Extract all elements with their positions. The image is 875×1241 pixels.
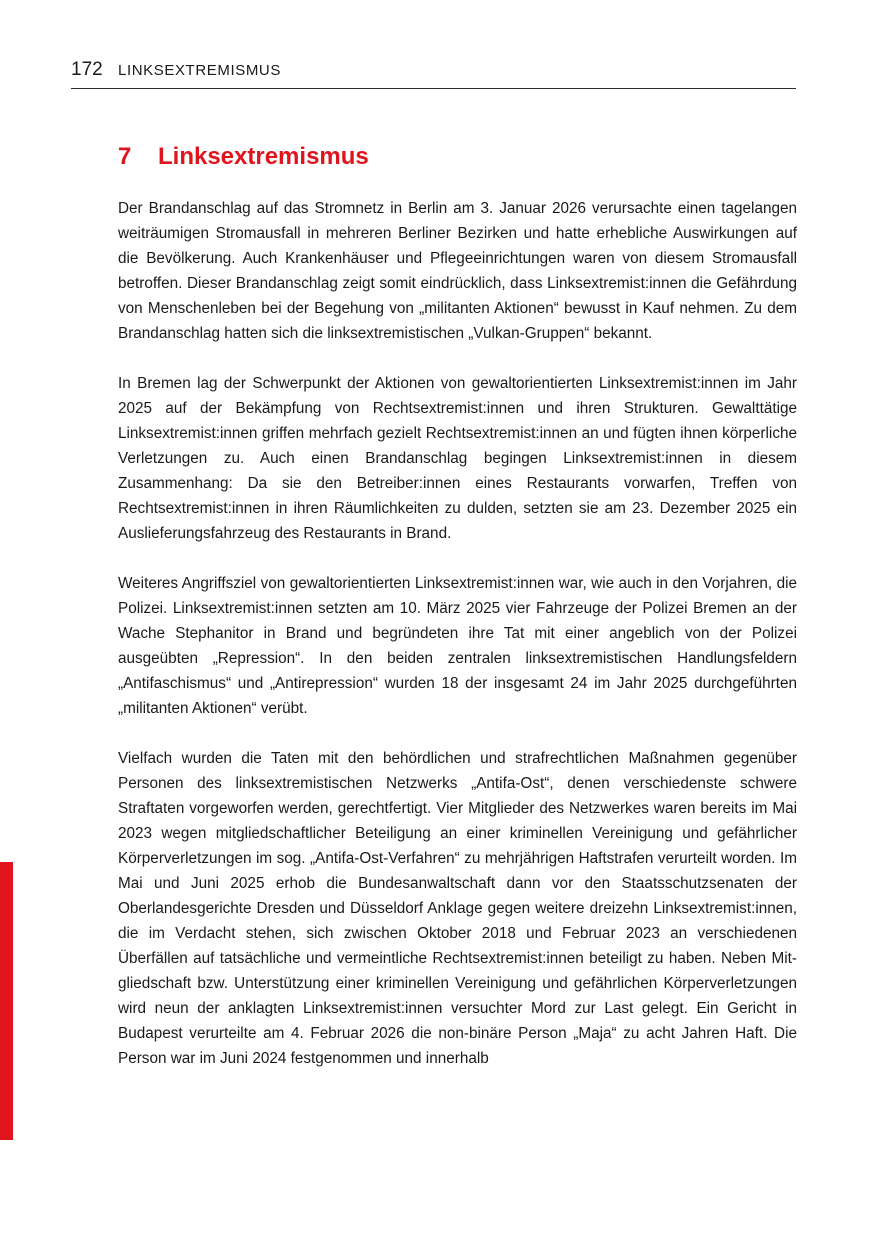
running-section-title: LINKSEXTREMISMUS xyxy=(118,62,281,79)
chapter-thumb-index-marker xyxy=(0,862,13,1140)
body-text xyxy=(118,196,797,1096)
running-header xyxy=(71,58,796,89)
page-number: 172 xyxy=(71,59,103,80)
paragraph: Vielfach wurden die Taten mit den behördlichen und strafrechtlichen Maßnahmen gegenüber Personen des linksextremistischen Netzwerks „Antifa-Ost“, denen verschiedenste schwere Straftaten vorgeworfen werden, gerechtfertigt. Vier Mitglieder des Netzwerkes waren bereits im Mai 2023 wegen mitgliedschaftlicher Beteiligung an einer kriminellen Vereinigung und gefährlicher Körperverletzungen im sog. „Antifa-Ost-Verfahren“ zu mehrjährigen Haftstrafen verurteilt worden. Im Mai und Juni 2025 erhob die Bundesanwaltschaft dann vor den Staatsschutzsenaten der Oberlandesgerichte Dresden und Düsseldorf Anklage gegen weitere dreizehn Linksextremist:innen, die im Verdacht stehen, sich zwischen Oktober 2018 und Februar 2023 an verschiedenen Überfällen auf tatsächliche und vermeintliche Rechtsextremist:innen beteiligt zu haben. Neben Mitgliedschaft bzw. Unterstützung einer kriminellen Vereinigung und gefährlichen Körperverletzungen wird neun der anklagten Linksextremist:innen versuchter Mord zur Last gelegt. Ein Gericht in Budapest verurteilte am 4. Februar 2026 die non-binäre Person „Maja“ zu acht Jahren Haft. Die Person war im Juni 2024 festgenommen und innerhalb xyxy=(118,750,797,1067)
paragraph: Der Brandanschlag auf das Stromnetz in Berlin am 3. Januar 2026 verursachte einen tagelangen weiträumigen Stromausfall in mehreren Berliner Bezirken und hatte erhebliche Auswirkungen auf die Bevölkerung. Auch Krankenhäuser und Pflegeeinrichtungen waren von diesem Stromausfall betroffen. Dieser Brandanschlag zeigt somit eindrücklich, dass Linksextremist:innen die Gefährdung von Menschenleben bei der Begehung von „militanten Aktionen“ bewusst in Kauf nehmen. Zu dem Brandanschlag hatten sich die linksextremistischen „Vulkan-Gruppen“ bekannt. xyxy=(118,200,797,342)
paragraph: In Bremen lag der Schwerpunkt der Aktionen von gewaltorientierten Linksextremist:innen im Jahr 2025 auf der Bekämpfung von Rechtsextremist:innen und ihren Strukturen. Gewalttätige Linksextremist:innen griffen mehrfach gezielt Rechtsextremist:innen an und fügten ihnen körperliche Verletzungen zu. Auch einen Brandanschlag begingen Linksextremist:innen in diesem Zusammenhang: Da sie den Betreiber:innen eines Restaurants vorwarfen, Treffen von Rechtsextremist:innen in ihren Räumlichkeiten zu dulden, setzten sie am 23. Dezember 2025 ein Auslieferungsfahrzeug des Restaurants in Brand. xyxy=(118,375,797,542)
paragraph: Weiteres Angriffsziel von gewaltorientierten Linksextremist:innen war, wie auch in den Vorjahren, die Polizei. Linksextremist:innen setzten am 10. März 2025 vier Fahrzeuge der Polizei Bremen an der Wache Stephanitor in Brand und begründeten ihre Tat mit einer angeblich von der Polizei ausgeübten „Repression“. In den beiden zentralen linksextremistischen Handlungsfeldern „Antifaschismus“ und „Antirepression“ wurden 18 der insgesamt 24 im Jahr 2025 durchgeführten „militanten Aktionen“ verübt. xyxy=(118,575,797,717)
chapter-number: 7 xyxy=(118,143,132,170)
chapter-title: Linksextremismus xyxy=(158,143,369,170)
chapter-heading xyxy=(118,141,369,173)
